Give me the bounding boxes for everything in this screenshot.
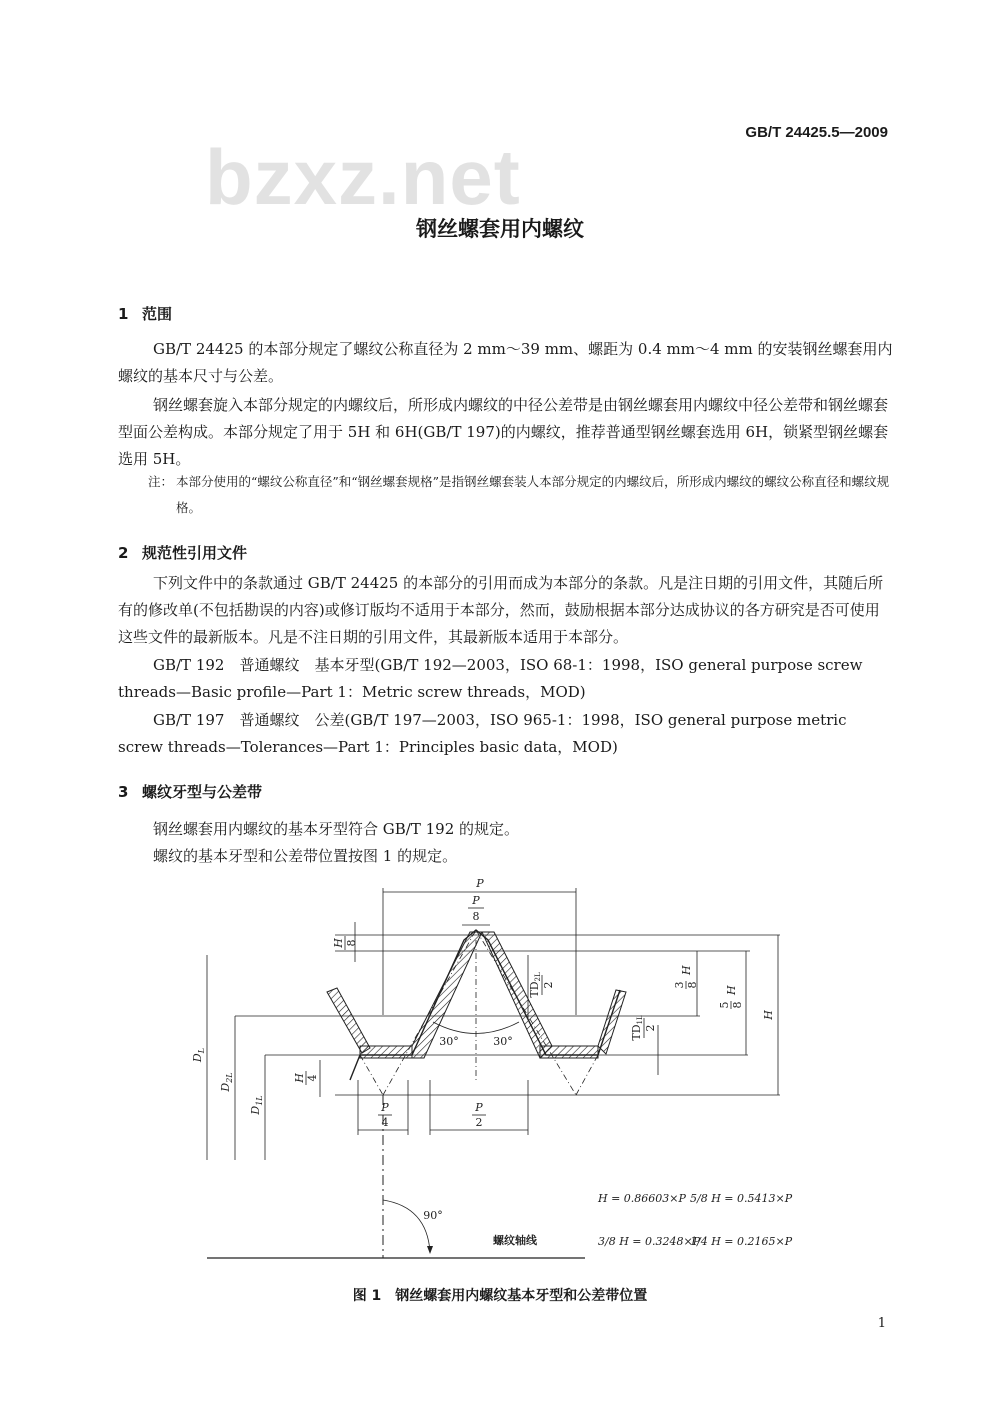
wire-insert-section [360,1046,412,1058]
angle-left-label: 30° [439,1035,459,1048]
h58-numerator: 5 [718,1001,731,1009]
fundamental-triangle-line [476,930,576,1095]
note-label: 注： [148,474,174,489]
section-2-heading [118,542,247,563]
p4-denominator: 4 [381,1116,389,1129]
formula-1-4-h: 1/4 H = 0.2165×P [690,1235,793,1248]
dl-label: $D_L$ [191,1047,206,1063]
h8-denominator: 8 [345,939,358,947]
fundamental-triangle-line [383,930,476,1095]
td2-numerator: TD2L [528,972,542,998]
wire-insert-section [327,988,370,1053]
td2-denominator: 2 [542,981,555,989]
section-number: 3 [118,783,129,801]
p8-numerator: P [472,894,480,907]
angle-right-label: 30° [493,1035,513,1048]
document-code: GB/T 24425.5—2009 [745,124,888,141]
page-number: 1 [877,1316,886,1331]
thread-profile-figure [0,870,1000,1280]
p8-denominator: 8 [472,910,480,923]
h-label: H [762,1010,775,1020]
section-title: 规范性引用文件 [142,544,248,562]
figure-caption: 图 1 钢丝螺套用内螺纹基本牙型和公差带位置 [352,1288,648,1304]
section-1-heading [118,303,172,324]
note [148,469,894,521]
fundamental-triangle-line [576,1055,598,1095]
p4-numerator: P [381,1101,389,1114]
h38-denominator: 8 [686,981,699,989]
h58-variable: H [725,985,738,995]
paragraph: GB/T 24425 的本部分规定了螺纹公称直径为 2 mm～39 mm、螺距为 0.4 mm～4 mm 的安装钢丝螺套用内螺纹的基本尺寸与公差。 [118,340,893,385]
td1-numerator: TD1L [630,1015,644,1041]
section-number: 2 [118,544,129,562]
right-angle-arc [383,1200,430,1252]
paragraph: 下列文件中的条款通过 GB/T 24425 的本部分的引用而成为本部分的条款。凡是注日期的引用文件，其随后所有的修改单(不包括勘误的内容)或修订版均不适用于本部分，然而，鼓励根据本部分达成协议的各方研究是否可使用这些文件的最新版本。凡是不注日期的引用文件，其最新版本适用于本部分。 [118,574,884,646]
formula-3-8-h: 3/8 H = 0.3248×P [598,1235,701,1248]
reference-item: GB/T 192 普通螺纹 基本牙型(GB/T 192—2003，ISO 68-1：1998，ISO general purpose screw threads—Basic profile—Part 1：Metric screw threads，MOD) [118,656,863,701]
paragraph: 钢丝螺套旋入本部分规定的内螺纹后，所形成内螺纹的中径公差带是由钢丝螺套用内螺纹中径公差带和钢丝螺套型面公差构成。本部分规定了用于 5H 和 6H(GB/T 197)的内螺纹，推荐普通型钢丝螺套选用 6H，锁紧型钢丝螺套选用 5H。 [118,396,889,468]
arrow-head [427,1246,433,1254]
td1-denominator: 2 [644,1024,657,1032]
wire-insert-section [598,990,626,1054]
thread-axis-label: 螺纹轴线 [493,1234,537,1247]
d2l-label: $D_{2L}$ [219,1072,234,1092]
h8-numerator: H [332,938,345,948]
fundamental-triangle-line [360,1055,383,1095]
reference-item: GB/T 197 普通螺纹 公差(GB/T 197—2003，ISO 965-1：1998，ISO general purpose metric screw threads—Tolerances—Part 1：Principles basic data，MOD) [118,711,847,756]
h4-denominator: 4 [306,1074,319,1082]
p-label: P [476,877,484,890]
d1l-label: $D_{1L}$ [249,1095,264,1115]
watermark: bzxz.net [205,133,521,221]
section-title: 螺纹牙型与公差带 [142,783,263,801]
section-number: 1 [118,305,129,323]
formula-h: H = 0.86603×P [598,1192,686,1205]
page-title: 钢丝螺套用内螺纹 [416,217,584,241]
h58-denominator: 8 [731,1001,744,1009]
wire-insert-section [540,1046,598,1058]
h38-numerator: 3 [673,981,686,989]
p2-denominator: 2 [475,1116,483,1129]
section-3-heading [118,781,262,802]
h38-variable: H [680,965,693,975]
paragraph: 钢丝螺套用内螺纹的基本牙型符合 GB/T 192 的规定。 [153,820,520,838]
note-text: 本部分使用的“螺纹公称直径”和“钢丝螺套规格”是指钢丝螺套装人本部分规定的内螺纹后，所形成内螺纹的螺纹公称直径和螺纹规格。 [176,474,890,515]
angle-90-label: 90° [423,1209,443,1222]
paragraph: 螺纹的基本牙型和公差带位置按图 1 的规定。 [153,847,458,865]
section-title: 范围 [142,305,173,323]
p2-numerator: P [475,1101,483,1114]
formula-5-8-h: 5/8 H = 0.5413×P [690,1192,793,1205]
h4-numerator: H [293,1073,306,1083]
